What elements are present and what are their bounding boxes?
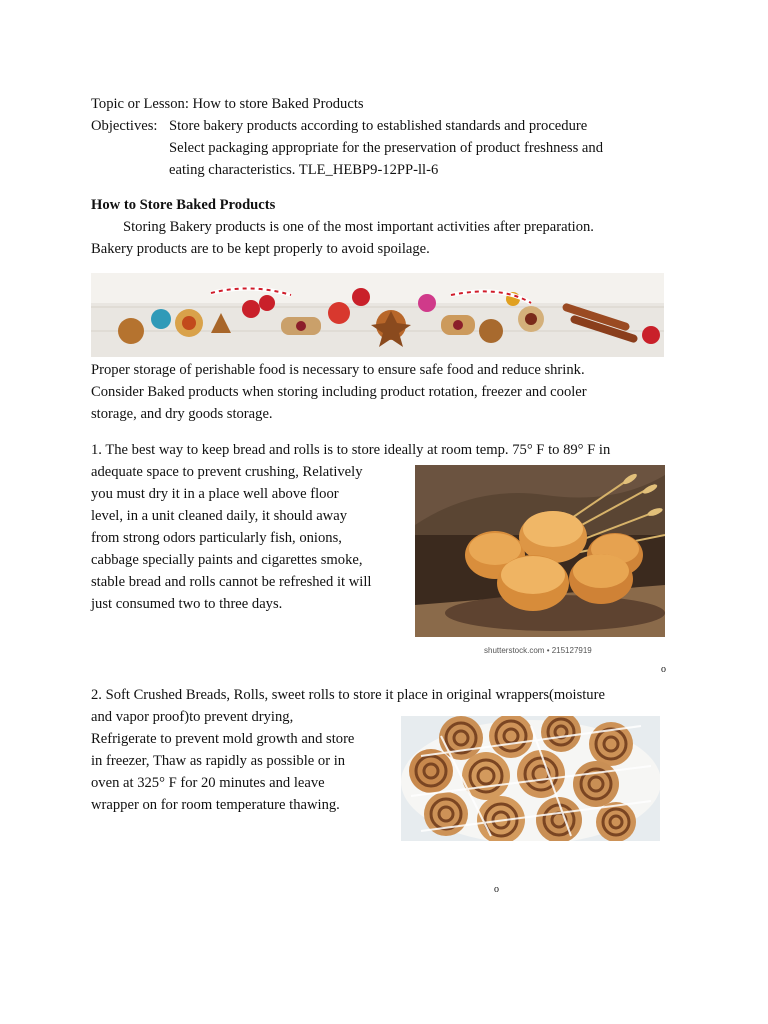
objective-2-line-2: eating characteristics. TLE_HEBP9-12PP-ll-6 [169,162,439,178]
item-1-line-4: level, in a unit cleaned daily, it should away [91,508,347,524]
item-1-line-5: from strong odors particularly fish, onions, [91,530,342,546]
topic-line: Topic or Lesson: How to store Baked Products [91,96,364,112]
objective-2-line-1: Select packaging appropriate for the preservation of product freshness and [169,140,604,156]
degree-mark-2: o [494,884,499,895]
objective-1: Store bakery products according to established standards and procedure [169,118,588,134]
item-1-line-2: adequate space to prevent crushing, Relatively [91,464,363,480]
storage-line-3: storage, and dry goods storage. [91,406,273,422]
storage-line-2: Consider Baked products when storing including product rotation, freezer and cooler [91,384,587,400]
intro-line-2: Bakery products are to be kept properly to avoid spoilage. [91,241,430,257]
item-2-line-1: 2. Soft Crushed Breads, Rolls, sweet rolls to store it place in original wrappers(moisture [91,687,605,703]
item-1-line-6: cabbage specially paints and cigarettes smoke, [91,552,363,568]
cinnamon-rolls-plate-image [401,716,660,841]
objectives-label: Objectives: [91,118,158,134]
item-2-line-3: Refrigerate to prevent mold growth and store [91,731,355,747]
item-1-line-7: stable bread and rolls cannot be refreshed it will [91,574,372,590]
image-credit: shutterstock.com • 215127919 [484,646,592,655]
item-1-line-8: just consumed two to three days. [91,596,283,612]
christmas-cookies-banner-image [91,273,664,357]
item-2-line-6: wrapper on for room temperature thawing. [91,797,340,813]
degree-mark-1: o [661,664,666,675]
item-1-line-1: 1. The best way to keep bread and rolls is to store ideally at room temp. 75° F to 89° F in [91,442,611,458]
bread-rolls-wheat-image [415,465,665,637]
intro-line-1: Storing Bakery products is one of the most important activities after preparation. [123,219,594,235]
storage-line-1: Proper storage of perishable food is necessary to ensure safe food and reduce shrink. [91,362,585,378]
item-2-line-5: oven at 325° F for 20 minutes and leave [91,775,325,791]
item-2-line-4: in freezer, Thaw as rapidly as possible or in [91,753,346,769]
section-heading: How to Store Baked Products [91,197,276,213]
item-1-line-3: you must dry it in a place well above floor [91,486,339,502]
item-2-line-2: and vapor proof)to prevent drying, [91,709,294,725]
